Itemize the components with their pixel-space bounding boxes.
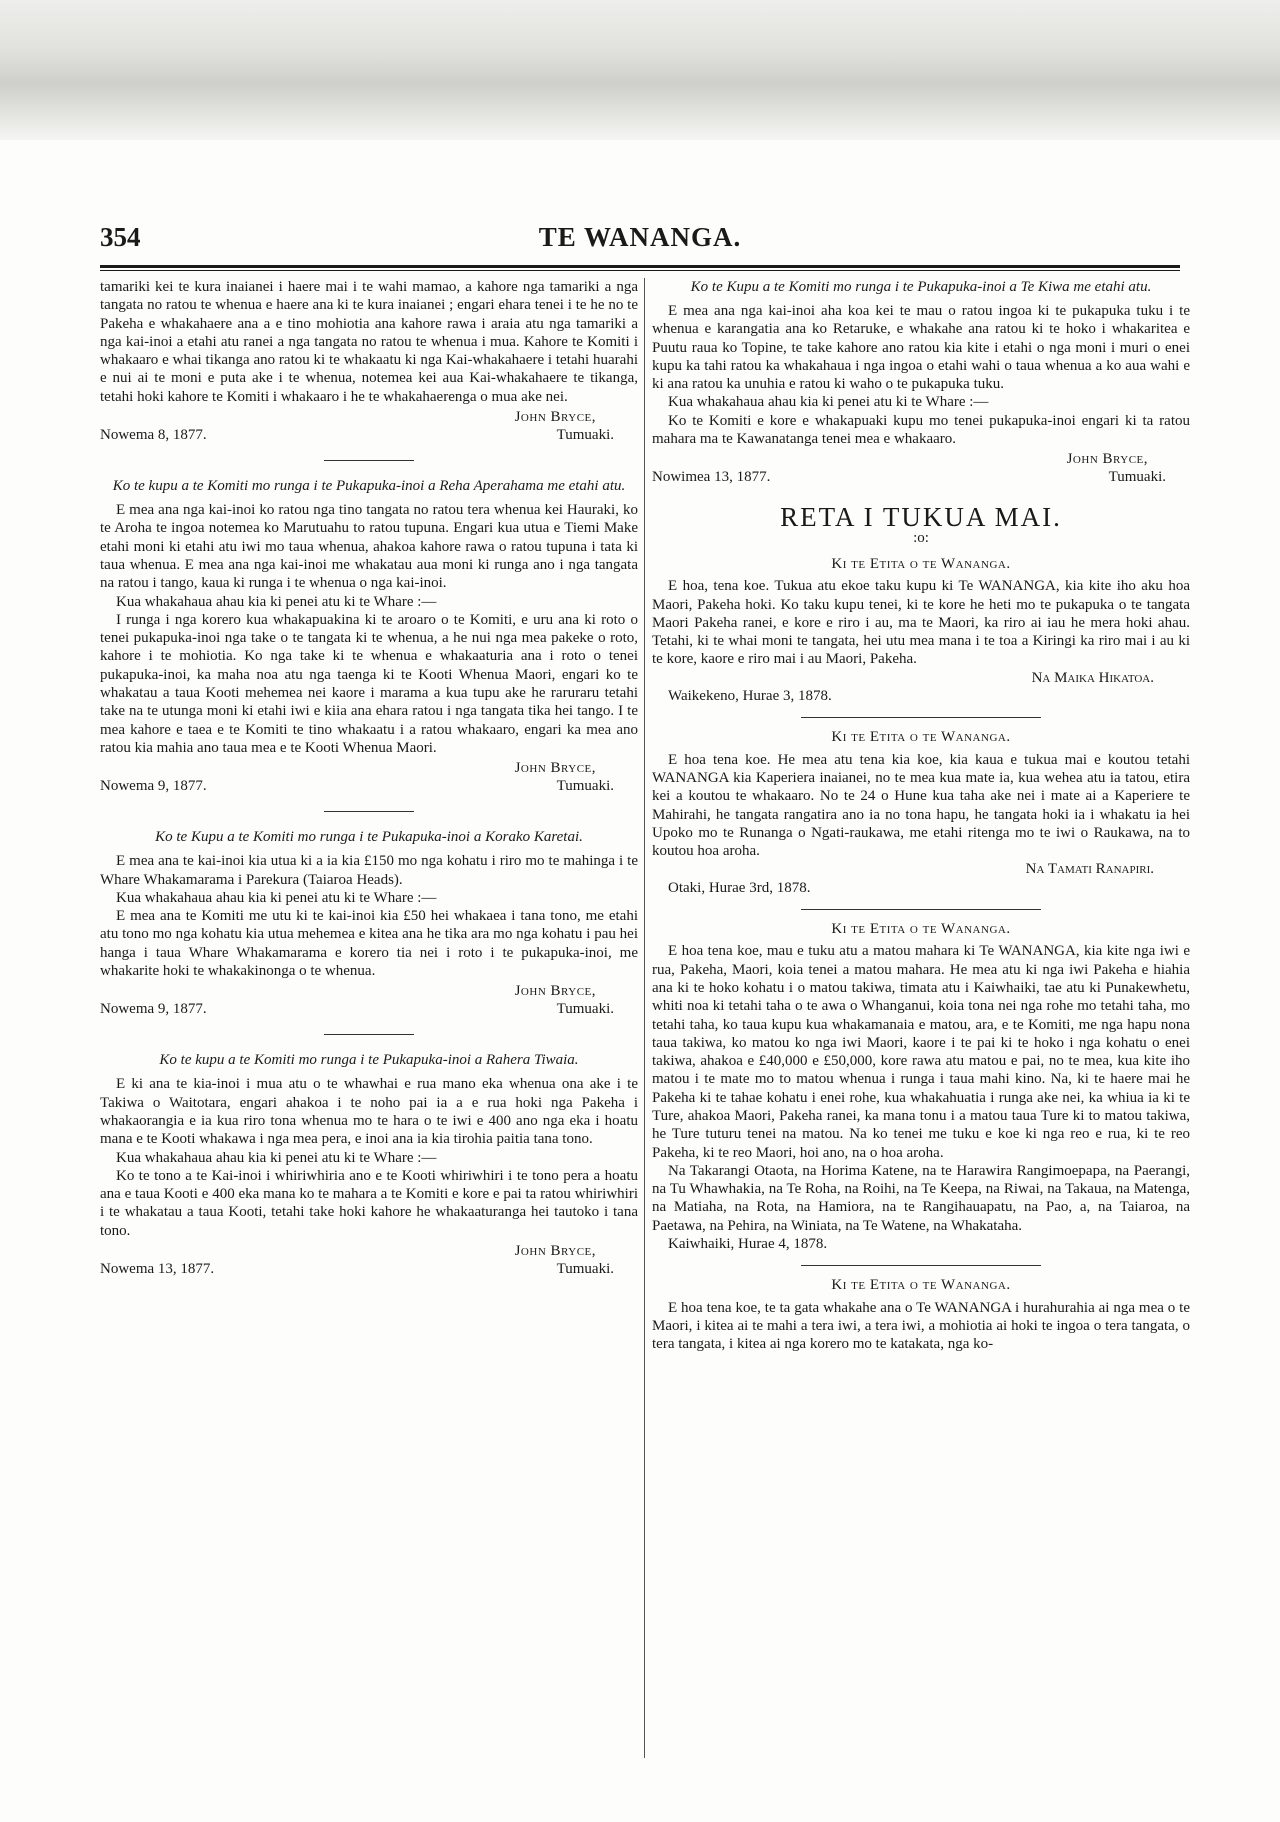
letter-rule bbox=[801, 909, 1041, 910]
letter-2-heading: Ki te Etita o te Wananga. bbox=[831, 729, 1011, 746]
left-paragraph-5: E mea ana te kai-inoi kia utua ki a ia kia £150 mo nga kohatu i riro mo te mahinga i te Whare Whakamarama i Parekura (Taiaroa Heads). bbox=[100, 853, 638, 888]
signature-title: Tumuaki. bbox=[556, 427, 614, 444]
signature-title: Tumuaki. bbox=[556, 778, 614, 795]
page-number: 354 bbox=[100, 222, 141, 252]
signature-name: John Bryce, bbox=[514, 409, 596, 426]
letter-3-heading: Ki te Etita o te Wananga. bbox=[831, 921, 1011, 938]
signature-name: John Bryce, bbox=[514, 983, 596, 1000]
letter-rule bbox=[801, 1265, 1041, 1266]
left-paragraph-10: Ko te tono a te Kai-inoi i whiriwhiria ano e te Kooti whiriwhiri i te tono pera a hoatu ana e taua Kooti e 400 eka mana ko te mahara a te Komiti e kore e pai ta ratou whiriwhiri i te whakatau a taua Kooti, tetahi take hoki kahore he whakaaturanga hei tautoko i tana tono. bbox=[100, 1167, 638, 1239]
signature-title: Tumuaki. bbox=[556, 1001, 614, 1018]
signature-date: Nowema 8, 1877. bbox=[100, 427, 207, 444]
left-paragraph-9: Kua whakahaua ahau kia ki penei atu ki te Whare :— bbox=[116, 1149, 437, 1166]
letter-4-heading: Ki te Etita o te Wananga. bbox=[831, 1277, 1011, 1294]
left-paragraph-3: Kua whakahaua ahau kia ki penei atu ki te Whare :— bbox=[116, 593, 437, 610]
signature-date: Nowema 9, 1877. bbox=[100, 1001, 207, 1018]
signature-name: John Bryce, bbox=[514, 1242, 596, 1259]
right-paragraph-2: Kua whakahaua ahau kia ki penei atu ki te Whare :— bbox=[668, 394, 989, 411]
signature-date: Nowema 9, 1877. bbox=[100, 778, 207, 795]
letter-2-signature: Na Tamati Ranapiri. bbox=[1025, 861, 1154, 878]
signature-block-2 bbox=[100, 759, 638, 797]
right-paragraph-1: E mea ana nga kai-inoi aha koa kei te mau o ratou ingoa ki te pukapuka tuku i te whenua e karangatia ana ko Retaruke, e whakahe ana ratou ki te hoko i whakaritea e Puutu raua ko Topine, te take kahore ano ratou kia kite i etahi o nga moni i muri o enei kupu ka tahi ratou ka whakahaua i nga ingoa o etahi wahi o taua whenua a ko aua wahi e ki ana ratou ka unuhia e ratou ki waho o te pukapuka tuku. bbox=[652, 303, 1190, 393]
signature-block-1 bbox=[100, 408, 638, 446]
header-rule bbox=[100, 265, 1180, 268]
column-divider bbox=[644, 278, 645, 1758]
report-heading-te-kiwa: Ko te Kupu a te Komiti mo runga i te Pukapuka-inoi a Te Kiwa me etahi atu. bbox=[690, 279, 1152, 295]
ornament-separator: :o: bbox=[913, 529, 929, 546]
letter-1-date: Waikekeno, Hurae 3, 1878. bbox=[668, 688, 832, 705]
signature-date: Nowema 13, 1877. bbox=[100, 1260, 215, 1277]
page-header bbox=[100, 222, 1180, 262]
left-paragraph-8: E ki ana te kia-inoi i mua atu o te whawhai e rua mano eka whenua ona ake i te Takiwa o Waitotara, engari ahakoa i te noho pai ia a e rua hoki nga Pakeha i whakaorangia e ia kua riro tona whenua mo te hara o te iwi e 400 ano nga eka i hoatu mana e te Kooti whakawa i nga mea pera, e inoi ana ia kia tirohia paitia tana tono. bbox=[100, 1076, 638, 1148]
left-paragraph-4: I runga i nga korero kua whakapuakina ki te aroaro o te Komiti, e uru ana ki roto o tenei pukapuka-inoi nga take o te tangata ki te whenua, a he nui nga mea pakeke o roto, kahore i te mohiotia. Ko nga take ki te whenua e whakaaturia ana i roto o tenei pukapuka-inoi, ka maha noa atu nga taenga ki te Kooti Whenua Maori, engari ko te whakatau a taua Kooti mehemea nei kaore i marama a kua tupu ake he raruraru tetahi take na te utunga moni ki etahi iwi e kiia ana ehara ratou i nga tangata tika hei tango. I te mea kahore e taea e te Komiti te tino whakaatu i a ratou whakaaro, engari ka mea ano ratou kia mahia ano taua mea e te Kooti Whenua Maori. bbox=[100, 611, 638, 756]
letter-2-body: E hoa tena koe. He mea atu tena kia koe, kia kaua e tukua mai e koutou tetahi WANANGA kia Kaperiera inaianei, no te mea kua mate ia, kua wehea atu ia tatou, etira kei a koutou te whakaaro. No te 24 o Hune kua taha ake nei i mate ai a Kaperiere te Mahirahi, he tangata rangatira ano ia no tona hapu, he tangata hoki ia i whakatu ia hei Upoko mo te Runanga o Ngati-raukawa, me etahi ritenga mo te iwi o Raukawa, na to koutou hoa aroha. bbox=[652, 751, 1190, 860]
left-paragraph-1: tamariki kei te kura inaianei i haere mai i te wahi mamao, a kahore nga tamariki a nga tangata no ratou te whenua e haere ana ki te kura inaianei ; engari ehara tenei i te he no te Pakeha e whakahaere ana a e tino mohiotia ana kahore rawa i araia atu nga tamariki a nga kai-inoi a etahi atu ranei a nga tangata no ratou te whenua i mua. Kahore te Komiti i whakaaro e whai tikanga ano ratou ki te whakaatu ki nga Kai-whakahaere i tetahi huarahi e nui ai te moni e puta ake i te whenua, notemea kei aua Kai-whakahaere te tikanga, tetahi hoki kahore te Komiti i whakaaro i he te whakahaerenga o mua ake nei. bbox=[100, 279, 638, 405]
report-heading-rahera: Ko te kupu a te Komiti mo runga i te Pukapuka-inoi a Rahera Tiwaia. bbox=[159, 1052, 579, 1069]
letter-rule bbox=[801, 717, 1041, 718]
signature-name: John Bryce, bbox=[514, 760, 596, 777]
signature-block-3 bbox=[100, 982, 638, 1020]
left-column bbox=[100, 278, 638, 1280]
left-paragraph-2: E mea ana nga kai-inoi ko ratou nga tino tangata no ratou tera whenua kei Hauraki, ko te Aroha te ingoa notemea ko Marutuahu to ratou tupuna. Engari kua utua e Tiemi Make etahi moni ki etahi atu iwi mo taua whenua, ahakoa kahore rawa o ratou tupuna i tata ki taua whenua. E mea ana nga kai-inoi me whakatau aua moni ki runga ano i nga tangata na ratou i tango, kaua ki runga i te whenua o nga kai-inoi. bbox=[100, 502, 638, 592]
letter-1-signature: Na Maika Hikatoa. bbox=[1031, 669, 1154, 686]
left-paragraph-7: E mea ana te Komiti me utu ki te kai-inoi kia £50 hei whakaea i tana tono, me etahi atu tono mo nga kohatu kia utua mehemea e kitea ana he tika ara mo nga kohatu i pau hei hanga i taua Whare Whakamarama e korero tia nei i roto i te pukapuka-inoi, me whakarite hoki te whakakinonga o te whenua. bbox=[100, 908, 638, 980]
right-paragraph-3: Ko te Komiti e kore e whakapuaki kupu mo tenei pukapuka-inoi engari ki ta ratou mahara ma te Kawanatanga tenei mea e whakaaro. bbox=[652, 412, 1190, 448]
signature-block-4 bbox=[100, 1242, 638, 1280]
section-rule bbox=[324, 1034, 414, 1035]
signature-date: Nowimea 13, 1877. bbox=[652, 469, 771, 486]
letter-3-body: E hoa tena koe, mau e tuku atu a matou mahara ki Te WANANGA, kia kite nga iwi e rua, Pakeha, Maori, koia tenei a matou mahara. He mea atu ki nga iwi Pakeha e hiahia ana ki te hoko kohatu i o matou takiwa, timata atu i Kaiwhaiki, tae atu ki Punakewhetu, whiti noa ki tetahi taha o te awa o Whanganui, koia tona nei nga rohe mo tetahi taha, mo tetahi taha, ko taua kupu kua whakamanaia e matou, ara, e te Komiti, me nga hapu nona taua takiwa, ko matou ko nga iwi Maori, kaore i te pai ki te hoko i nga kohatu o enei takiwa, ahakoa e £40,000 e £50,000, kore rawa atu matou e pai, no te mea, kua kite iho matou i te mate mo to matou whenua i runga i taua mahi kino. Na, ki te haere mai he Pakeha ki te tahae kohatu i enei rohe, kua whakahuatia i runga ake nei, ka whiua ia ki te Ture, ahakoa Maori, Pakeha ranei, ka mana tonu i a matou taua Ture ki to matou takiwa, he Ture tuturu tenei na matou. Na ko tenei me tuku e koe ki nga reo e rua, ki te reo Pakeha, ki te reo Maori, hoi ano, na o hoa aroha. bbox=[652, 943, 1190, 1161]
header-rule-thin bbox=[100, 270, 1180, 271]
letter-1-heading: Ki te Etita o te Wananga. bbox=[831, 555, 1011, 572]
signature-block-5 bbox=[652, 450, 1190, 488]
signature-title: Tumuaki. bbox=[1108, 469, 1166, 486]
right-column bbox=[652, 278, 1190, 1354]
letter-3-date: Kaiwhaiki, Hurae 4, 1878. bbox=[668, 1236, 828, 1253]
letter-3-names: Na Takarangi Otaota, na Horima Katene, na te Harawira Rangimoepapa, na Paerangi, na Tu Whawhakia, na Te Roha, na Roihi, na Te Keepa, na Riwai, na Takaua, na Matenga, na Matiaha, na Rota, na Hamiora, na te Rangihauapatu, na Pao, a, na Taiaroa, na Paetawa, na Pehira, na Winiata, na Te Watene, na Whakataha. bbox=[652, 1162, 1190, 1234]
letters-section-title: RETA I TUKUA MAI. bbox=[780, 502, 1062, 533]
letter-4-body: E hoa tena koe, te ta gata whakahe ana o Te WANANGA i hurahurahia ai nga mea o te Maori, i kitea ai te mahi a tera iwi, a tera iwi, a mohiotia ai hoki te ingoa o tera tangata, o tera tangata, i kitea ai nga korero mo te katakata, nga ko- bbox=[652, 1299, 1190, 1353]
letter-1-body: E hoa, tena koe. Tukua atu ekoe taku kupu ki Te WANANGA, kia kite iho aku hoa Maori, Pakeha hoki. Ko taku kupu tenei, ki te kore he heti mo te pukapuka o te tangata Maori Pakeha ranei, e kore e riro i au, ma te Maori, ka riro ai iau he mera hoki ahau. Tetahi, ki te whai moni te tangata, hei utu mea mana i te toa a Kiringi ka riro mai i au ki te kore, kaore e riro mai i au Maori, Pakeha. bbox=[652, 578, 1190, 668]
scan-top-band bbox=[0, 0, 1280, 140]
section-rule bbox=[324, 811, 414, 812]
report-heading-reha: Ko te kupu a te Komiti mo runga i te Pukapuka-inoi a Reha Aperahama me etahi atu. bbox=[112, 478, 626, 495]
signature-title: Tumuaki. bbox=[556, 1260, 614, 1277]
report-heading-korako: Ko te Kupu a te Komiti mo runga i te Pukapuka-inoi a Korako Karetai. bbox=[155, 829, 583, 846]
left-paragraph-6: Kua whakahaua ahau kia ki penei atu ki te Whare :— bbox=[116, 889, 437, 906]
letter-2-date: Otaki, Hurae 3rd, 1878. bbox=[668, 879, 811, 896]
signature-name: John Bryce, bbox=[1066, 451, 1148, 468]
section-rule bbox=[324, 460, 414, 461]
masthead: TE WANANGA. bbox=[538, 222, 742, 252]
